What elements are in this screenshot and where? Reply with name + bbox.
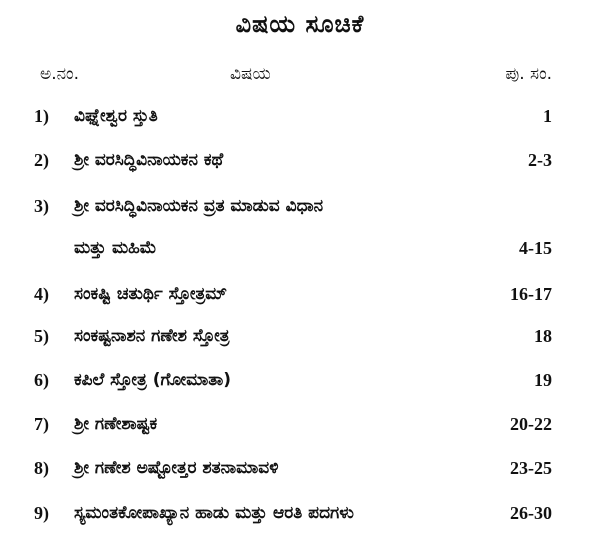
toc-entry [0, 326, 600, 356]
entry-page: 4-15 [519, 238, 552, 258]
toc-entry [0, 196, 600, 226]
toc-entry [0, 370, 600, 400]
entry-title: ಶ್ರೀ ಗಣೇಶ ಅಷ್ಟೋತ್ತರ ಶತನಾಮಾವಳಿ [74, 458, 279, 478]
toc-entry [0, 150, 600, 180]
toc-entry-continuation [0, 238, 600, 268]
entry-number: 4) [34, 284, 49, 304]
entry-page: 2-3 [528, 150, 552, 170]
toc-entry [0, 284, 600, 314]
entry-page: 18 [534, 326, 552, 346]
entry-page: 19 [534, 370, 552, 390]
entry-number: 6) [34, 370, 49, 390]
toc-entry [0, 414, 600, 444]
entry-number: 2) [34, 150, 49, 170]
toc-header [0, 64, 600, 92]
entry-page: 26-30 [510, 503, 552, 523]
entry-number: 7) [34, 414, 49, 434]
entry-title: ಶ್ರೀ ವರಸಿದ್ಧಿವಿನಾಯಕನ ಕಥೆ [74, 150, 224, 170]
entry-number: 8) [34, 458, 49, 478]
entry-title: ವಿಘ್ನೇಶ್ವರ ಸ್ತುತಿ [74, 106, 158, 126]
entry-page: 1 [543, 106, 552, 126]
entry-title: ಸಂಕಷ್ಟಿ ಚತುರ್ಥಿ ಸ್ತೋತ್ರಮ್ [74, 284, 227, 304]
entry-title: ಸ್ಯಮಂತಕೋಪಾಖ್ಯಾನ ಹಾಡು ಮತ್ತು ಆರತಿ ಪದಗಳು [74, 503, 354, 523]
entry-page: 16-17 [510, 284, 552, 304]
entry-page: 23-25 [510, 458, 552, 478]
entry-title: ಶ್ರೀ ಗಣೇಶಾಷ್ಟಕ [74, 414, 158, 434]
toc-entry [0, 503, 600, 533]
header-serial-number: ಅ.ನಂ. [40, 64, 79, 84]
entry-number: 9) [34, 503, 49, 523]
entry-number: 5) [34, 326, 49, 346]
entry-title: ಕಪಿಲೆ ಸ್ತೋತ್ರ (ಗೋಮಾತಾ) [74, 370, 232, 390]
toc-entry [0, 106, 600, 136]
entry-page: 20-22 [510, 414, 552, 434]
toc-entry [0, 458, 600, 488]
entry-number: 1) [34, 106, 49, 126]
header-page-number: ಪು. ಸಂ. [505, 64, 552, 84]
entry-title: ಶ್ರೀ ವರಸಿದ್ಧಿವಿನಾಯಕನ ವ್ರತ ಮಾಡುವ ವಿಧಾನ [74, 196, 324, 216]
entry-number: 3) [34, 196, 49, 216]
header-topic: ವಿಷಯ [230, 64, 271, 84]
entry-title: ಮತ್ತು ಮಹಿಮೆ [74, 238, 157, 258]
entry-title: ಸಂಕಷ್ಟನಾಶನ ಗಣೇಶ ಸ್ತೋತ್ರ [74, 326, 230, 346]
page-title: ವಿಷಯ ಸೂಚಿಕೆ [235, 10, 365, 38]
